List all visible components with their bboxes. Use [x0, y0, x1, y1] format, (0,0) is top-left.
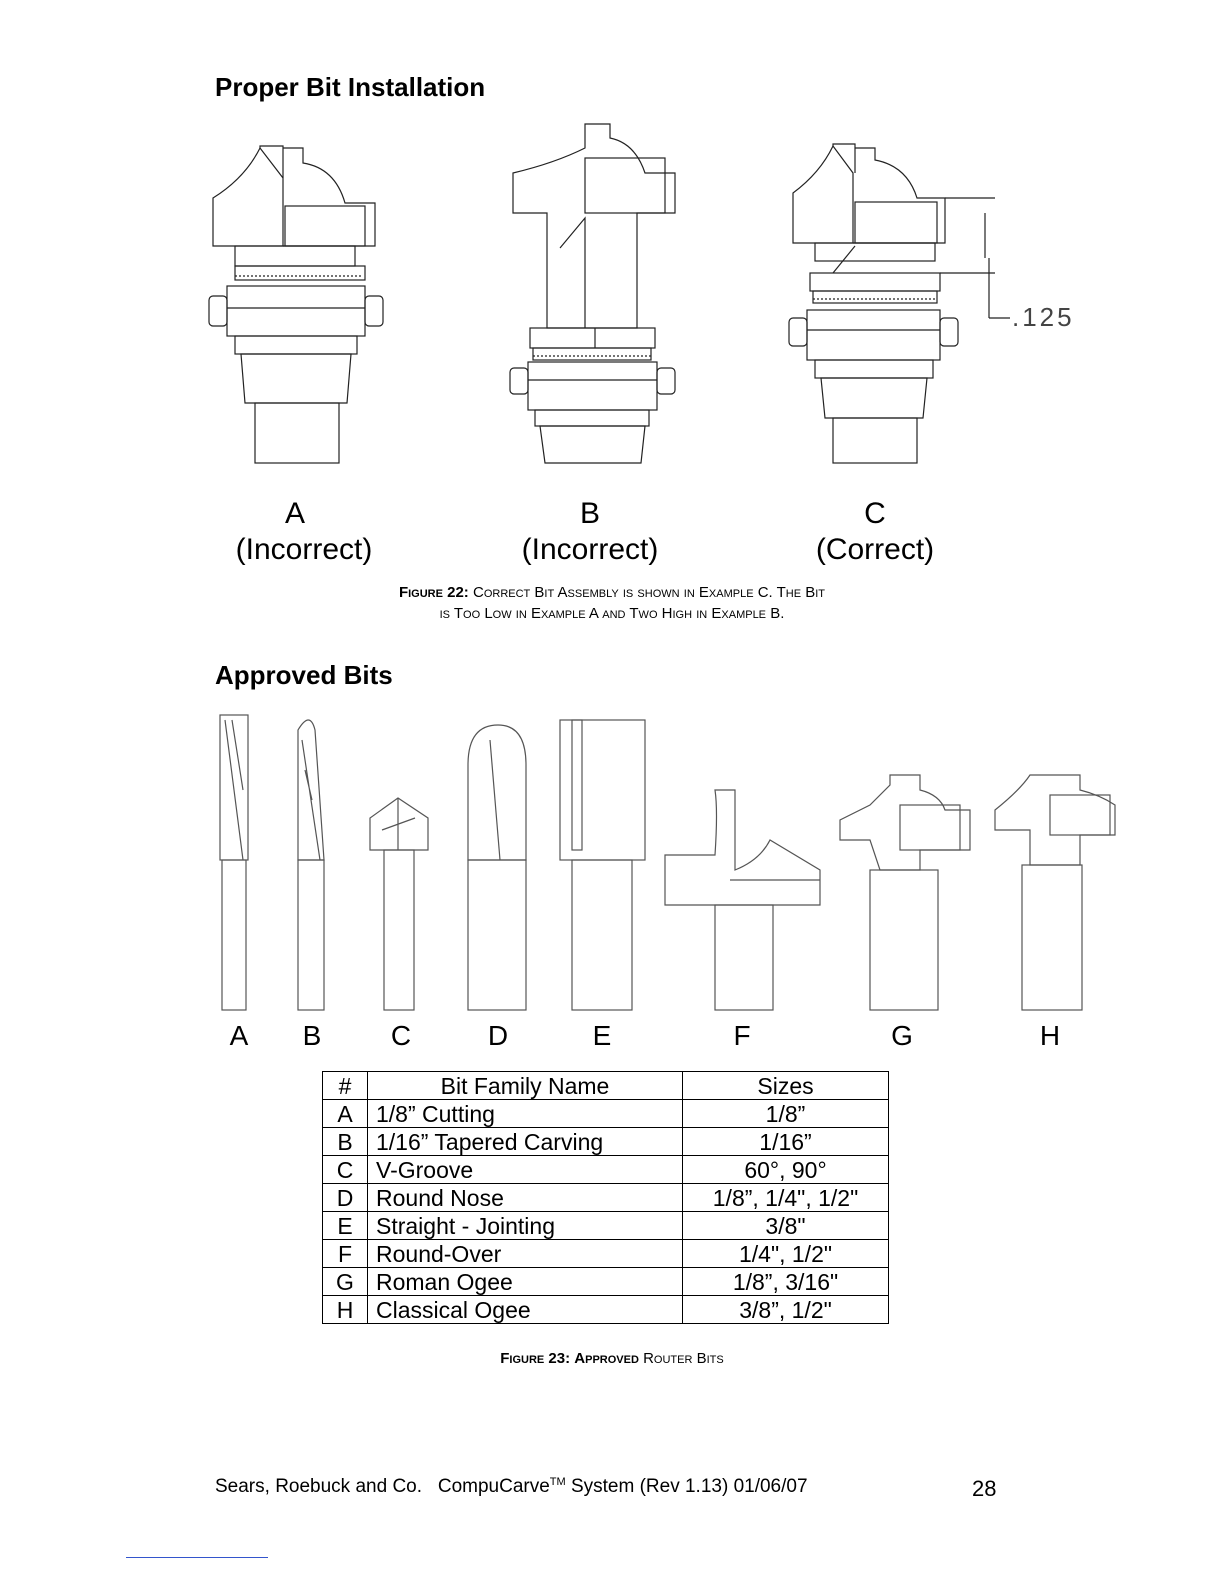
table-header-cell: #: [323, 1072, 368, 1100]
approved-bits-table: [322, 1071, 889, 1324]
table-cell: D: [323, 1184, 368, 1212]
bit-letter-f: F: [733, 1020, 751, 1051]
install-letter-c: C: [864, 497, 886, 530]
table-cell: B: [323, 1128, 368, 1156]
table-cell: Round-Over: [368, 1240, 683, 1268]
install-status-c: (Correct): [815, 533, 935, 566]
footer-system: System (Rev 1.13) 01/06/07: [570, 1476, 808, 1497]
table-cell: Straight - Jointing: [368, 1212, 683, 1240]
table-cell: 1/16” Tapered Carving: [368, 1128, 683, 1156]
bit-letter-c: C: [390, 1020, 412, 1051]
section-title-bit-installation: Proper Bit Installation: [215, 72, 486, 102]
table-header-cell: Bit Family Name: [368, 1072, 683, 1100]
footer-product: CompuCarve: [437, 1476, 550, 1497]
bit-installation-illustration-a: [205, 118, 395, 468]
section-title-approved-bits: Approved Bits: [215, 660, 393, 690]
install-letter-b: B: [579, 497, 600, 530]
figure-22-label: Figure 22:: [398, 584, 469, 601]
bit-letter-a: A: [229, 1020, 249, 1051]
table-cell: 1/8”, 1/4", 1/2": [683, 1184, 889, 1212]
table-cell: V-Groove: [368, 1156, 683, 1184]
table-row: [323, 1296, 889, 1324]
table-row: [323, 1240, 889, 1268]
figure-23-label: Figure 23:: [500, 1350, 571, 1367]
footer-text: [215, 1476, 808, 1498]
table-cell: 3/8": [683, 1212, 889, 1240]
table-header-row: [323, 1072, 889, 1100]
table-cell: A: [323, 1100, 368, 1128]
footer-rule: [126, 1557, 268, 1558]
table-cell: 1/4", 1/2": [683, 1240, 889, 1268]
install-status-b: (Incorrect): [521, 533, 659, 566]
figure-22-line1: Correct Bit Assembly is shown in Example C. The Bit: [472, 584, 826, 601]
install-status-a: (Incorrect): [235, 533, 373, 566]
table-row: [323, 1184, 889, 1212]
figure-23-bold-word: Approved: [574, 1350, 639, 1367]
table-row: [323, 1128, 889, 1156]
bit-letter-h: H: [1039, 1020, 1061, 1051]
table-cell: F: [323, 1240, 368, 1268]
table-cell: 1/16”: [683, 1128, 889, 1156]
table-cell: E: [323, 1212, 368, 1240]
figure-23-rest: Router Bits: [643, 1350, 724, 1367]
install-letter-a: A: [284, 497, 305, 530]
bit-letter-g: G: [891, 1020, 913, 1051]
bit-letter-d: D: [487, 1020, 509, 1051]
table-header-cell: Sizes: [683, 1072, 889, 1100]
table-row: [323, 1156, 889, 1184]
table-cell: 1/8” Cutting: [368, 1100, 683, 1128]
figure-22-line2: is Too Low in Example A and Two High in Example B.: [439, 605, 785, 622]
table-row: [323, 1100, 889, 1128]
table-row: [323, 1212, 889, 1240]
table-cell: 1/8”, 3/16": [683, 1268, 889, 1296]
table-cell: Roman Ogee: [368, 1268, 683, 1296]
approved-bits-illustration: [200, 710, 1120, 1015]
footer-company: Sears, Roebuck and Co.: [215, 1476, 423, 1497]
bit-installation-illustration-b: [505, 118, 685, 468]
figure-23-caption: [0, 1348, 1224, 1369]
table-row: [323, 1268, 889, 1296]
table-cell: 1/8”: [683, 1100, 889, 1128]
page-number: 28: [972, 1476, 997, 1501]
table-cell: Classical Ogee: [368, 1296, 683, 1324]
bit-letter-e: E: [592, 1020, 612, 1051]
table-cell: 60°, 90°: [683, 1156, 889, 1184]
dimension-label: .125: [1012, 302, 1075, 332]
table-cell: H: [323, 1296, 368, 1324]
bit-letter-b: B: [302, 1020, 322, 1051]
table-cell: G: [323, 1268, 368, 1296]
bit-installation-illustration-c: [785, 118, 1085, 468]
figure-22-caption: [0, 582, 1224, 624]
table-cell: 3/8”, 1/2": [683, 1296, 889, 1324]
table-cell: C: [323, 1156, 368, 1184]
table-cell: Round Nose: [368, 1184, 683, 1212]
footer-trademark: TM: [549, 1476, 566, 1488]
